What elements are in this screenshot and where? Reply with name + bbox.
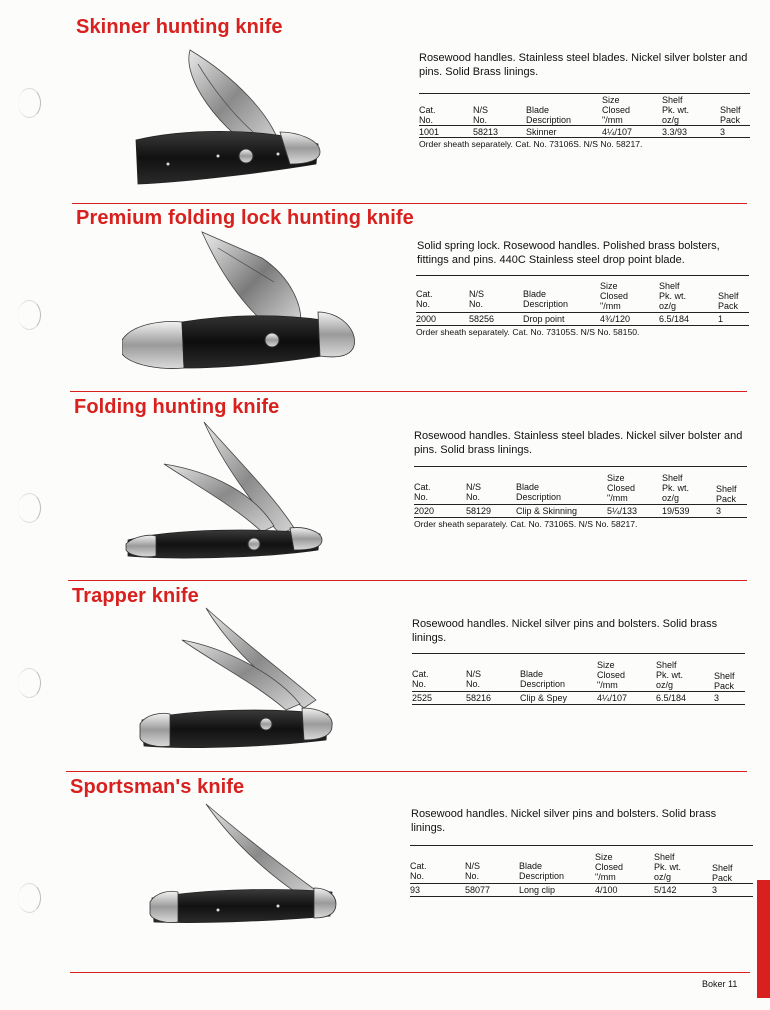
col-header-size: Size Closed "/mm [607,473,636,503]
cell-pack: 3 [716,506,722,516]
col-header-blade: Blade Description [526,105,572,125]
cell-cat: 2000 [416,314,437,324]
sportsmans-knife-image [148,800,338,928]
sheath-note: Order sheath separately. Cat. No. 73106S. N/S No. 58217. [414,519,638,529]
cell-ns: 58129 [466,506,492,516]
cell-weight: 6.5/184 [656,693,687,703]
cell-blade: Drop point [523,314,565,324]
col-header-pack: Shelf Pack [714,671,735,691]
sheath-note: Order sheath separately. Cat. No. 73105S. N/S No. 58150. [416,327,640,337]
section-title: Skinner hunting knife [76,16,283,38]
cell-cat: 1001 [419,127,440,137]
folding-hunting-knife-image [124,416,324,564]
binder-hole [18,668,41,698]
cell-weight: 6.5/184 [659,314,690,324]
col-header-ns: N/S No. [469,289,485,309]
knife-description: Rosewood handles. Stainless steel blades. Nickel silver bolster and pins. Solid brass linings. [414,430,743,456]
col-header-weight: Shelf Pk. wt. oz/g [662,473,690,503]
section-divider [66,771,747,772]
col-header-ns: N/S No. [465,861,481,881]
cell-blade: Skinner [526,127,557,137]
col-header-blade: Blade Description [520,669,566,689]
col-header-cat: Cat. No. [416,289,433,309]
col-header-size: Size Closed "/mm [600,281,629,311]
col-header-weight: Shelf Pk. wt. oz/g [662,95,690,125]
col-header-pack: Shelf Pack [720,105,741,125]
sheath-note: Order sheath separately. Cat. No. 73106S. N/S No. 58217. [419,139,643,149]
col-header-cat: Cat. No. [419,105,436,125]
col-header-pack: Shelf Pack [712,863,733,883]
cell-pack: 1 [718,314,724,324]
cell-weight: 3.3/93 [662,127,688,137]
spec-table [410,845,753,901]
spec-table [412,653,745,709]
cell-pack: 3 [714,693,720,703]
spec-table [419,93,750,151]
cell-ns: 58216 [466,693,492,703]
cell-size: 4¼/107 [602,127,633,137]
section-title: Folding hunting knife [74,396,280,418]
cell-cat: 2020 [414,506,435,516]
binder-hole [18,883,41,913]
cell-ns: 58256 [469,314,495,324]
col-header-cat: Cat. No. [410,861,427,881]
col-header-size: Size Closed "/mm [597,660,626,690]
col-header-blade: Blade Description [516,482,562,502]
cell-ns: 58213 [473,127,499,137]
col-header-cat: Cat. No. [412,669,429,689]
binder-hole [18,300,41,330]
cell-size: 4/100 [595,885,618,895]
premium-lock-knife-image [122,228,362,378]
cell-blade: Clip & Skinning [516,506,578,516]
cell-pack: 3 [712,885,718,895]
col-header-blade: Blade Description [519,861,565,881]
knife-description: Rosewood handles. Nickel silver pins and bolsters. Solid brass linings. [412,618,718,644]
col-header-ns: N/S No. [473,105,489,125]
cell-weight: 5/142 [654,885,677,895]
cell-size: 4¼/107 [597,693,628,703]
cell-size: 4¾/120 [600,314,631,324]
page-footer: Boker 11 [702,979,738,989]
col-header-size: Size Closed "/mm [595,852,624,882]
col-header-blade: Blade Description [523,289,569,309]
cell-weight: 19/539 [662,506,690,516]
red-index-tab [757,880,770,998]
section-title: Sportsman's knife [70,776,245,798]
binder-hole [18,88,41,118]
col-header-size: Size Closed "/mm [602,95,631,125]
section-divider [68,580,747,581]
knife-description: Rosewood handles. Stainless steel blades. Nickel silver bolster and pins. Solid Brass linings. [419,52,748,78]
cell-blade: Clip & Spey [520,693,568,703]
col-header-weight: Shelf Pk. wt. oz/g [656,660,684,690]
section-divider [72,203,747,204]
binder-hole [18,493,41,523]
cell-cat: 93 [410,885,421,895]
cell-size: 5¼/133 [607,506,638,516]
section-title: Trapper knife [72,585,199,607]
section-divider [70,391,747,392]
cell-ns: 58077 [465,885,491,895]
col-header-pack: Shelf Pack [718,291,739,311]
footer-divider [70,972,750,973]
knife-description: Rosewood handles. Nickel silver pins and bolsters. Solid brass linings. [411,808,717,834]
trapper-knife-image [136,604,336,754]
skinner-knife-image [128,44,328,192]
col-header-pack: Shelf Pack [716,484,737,504]
cell-pack: 3 [720,127,726,137]
col-header-ns: N/S No. [466,669,482,689]
col-header-ns: N/S No. [466,482,482,502]
col-header-cat: Cat. No. [414,482,431,502]
knife-description: Solid spring lock. Rosewood handles. Polished brass bolsters, fittings and pins. 440C Stainless steel drop point blade. [417,240,720,266]
cell-cat: 2525 [412,693,433,703]
spec-table [416,275,749,340]
col-header-weight: Shelf Pk. wt. oz/g [659,281,687,311]
cell-blade: Long clip [519,885,556,895]
col-header-weight: Shelf Pk. wt. oz/g [654,852,682,882]
section-title: Premium folding lock hunting knife [76,207,414,229]
spec-table [414,466,747,531]
